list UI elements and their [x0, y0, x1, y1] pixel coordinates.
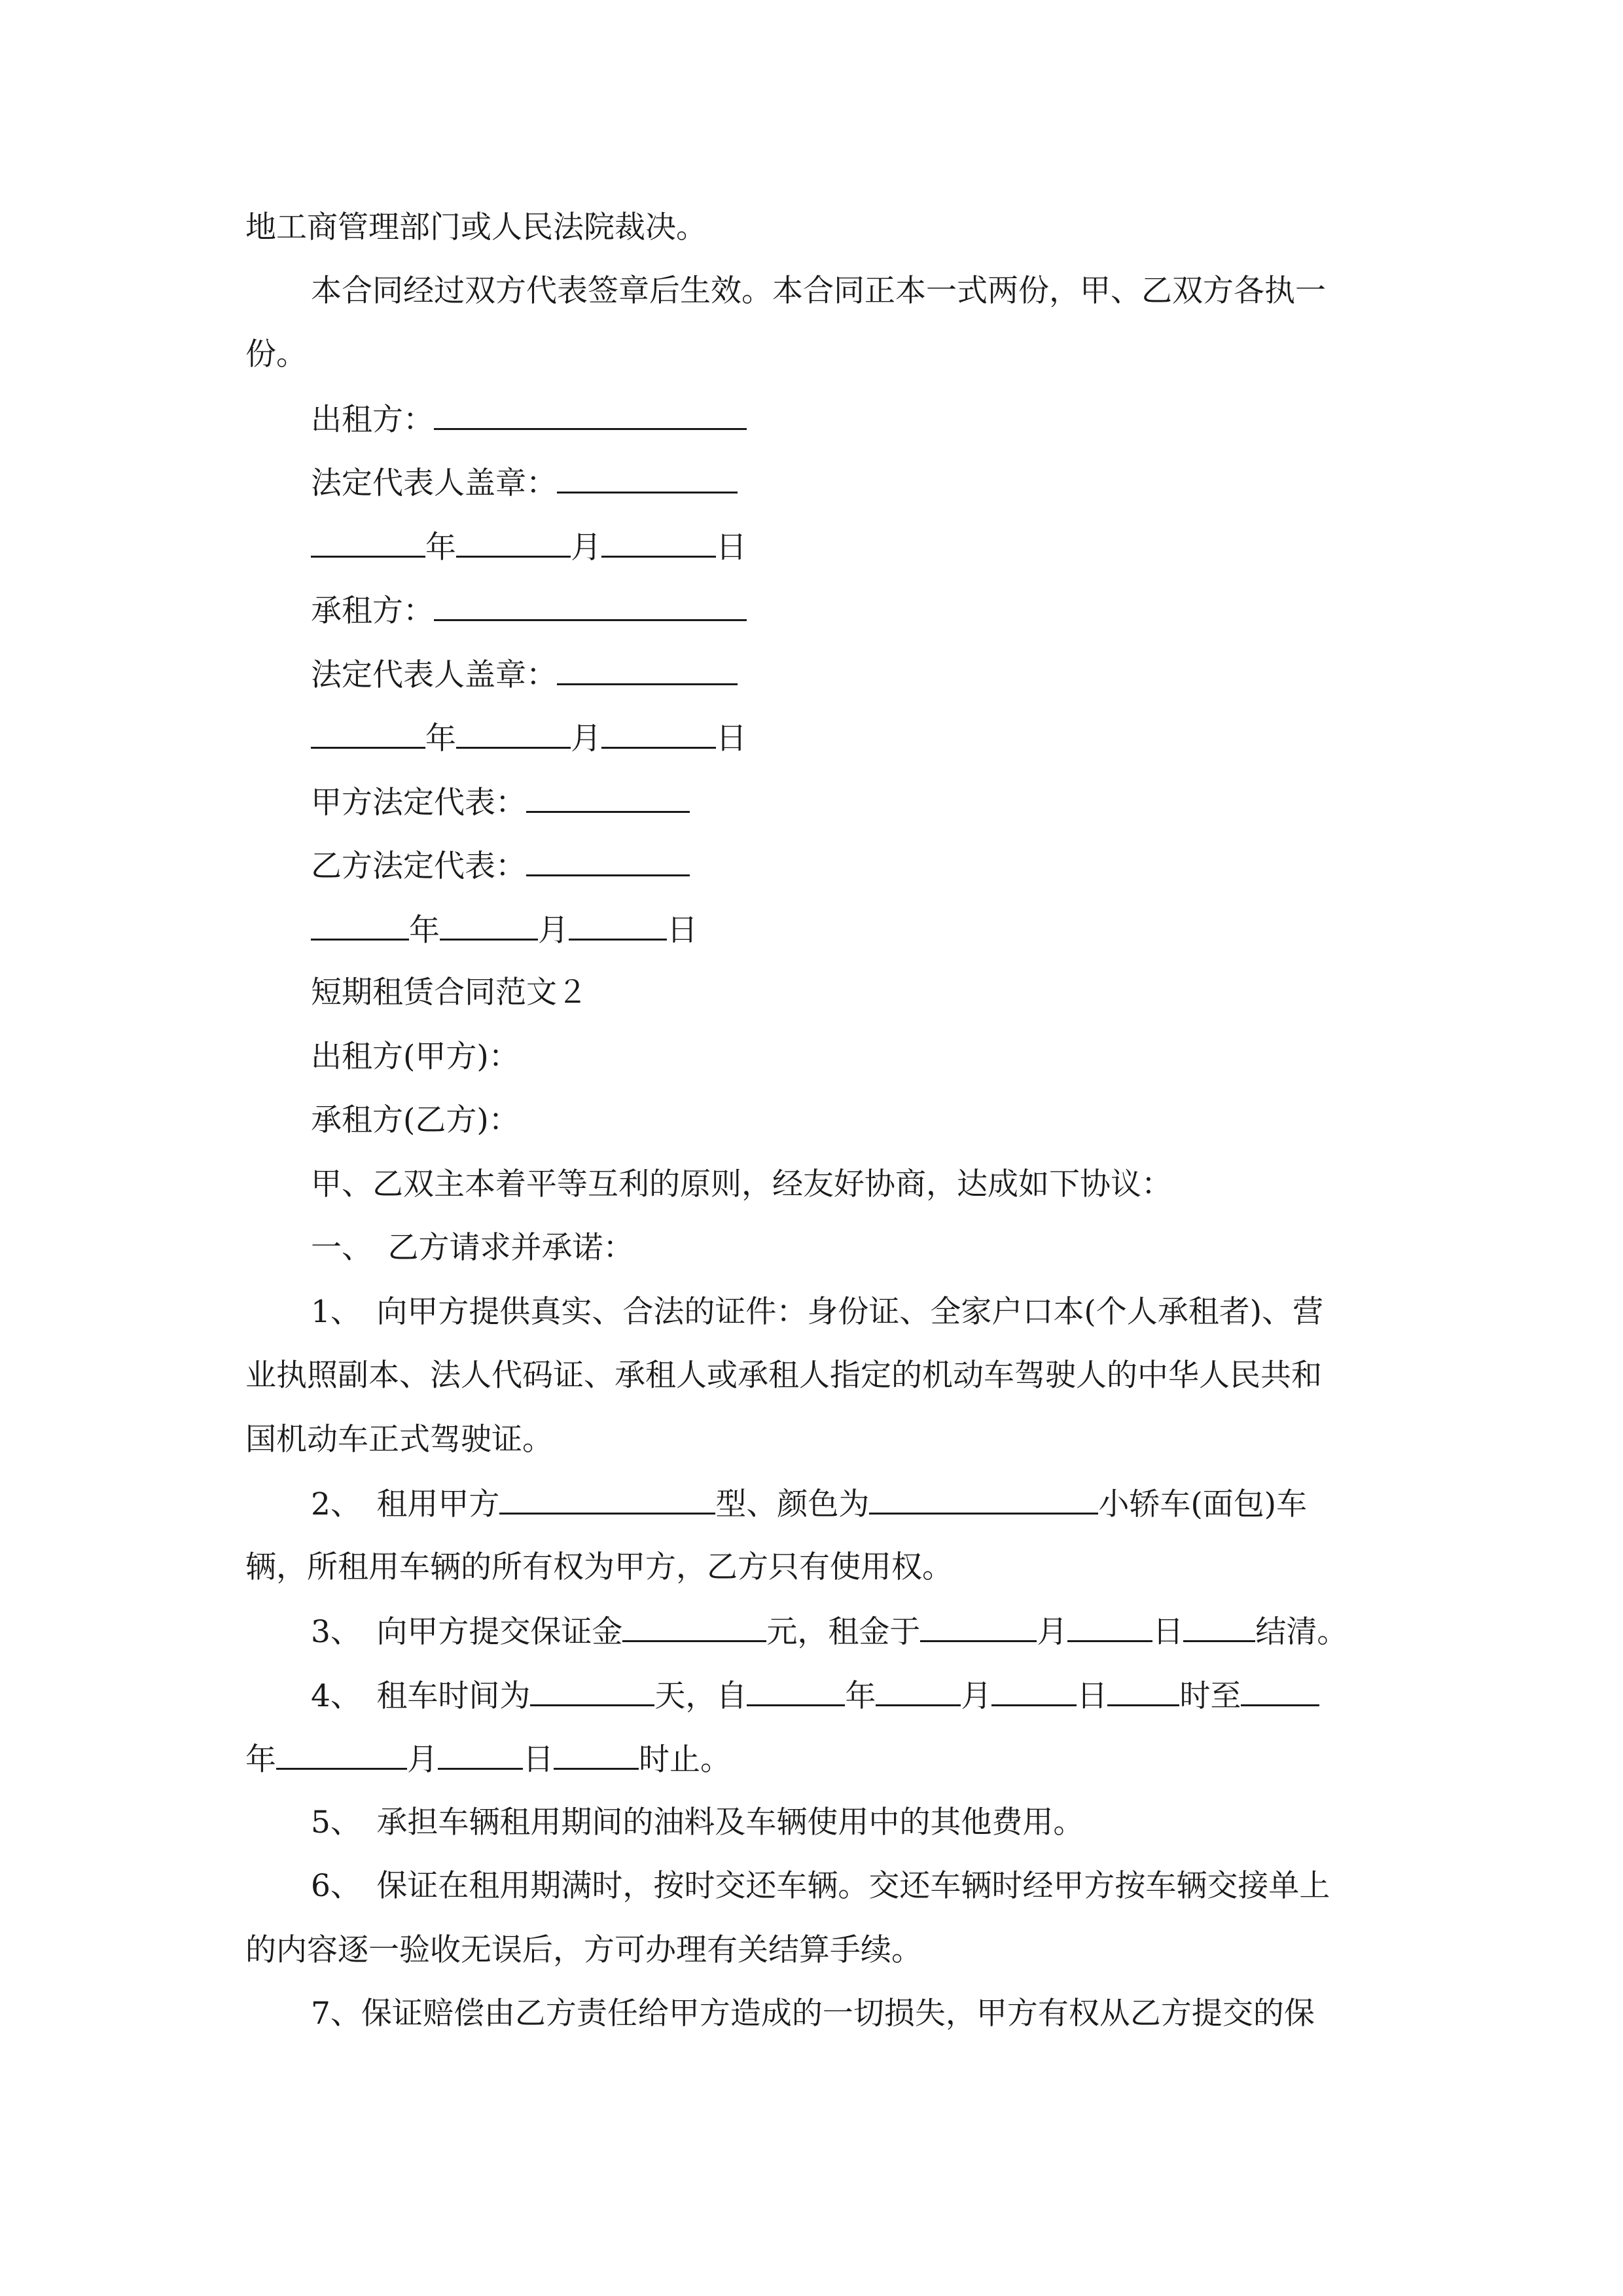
- blank-field: [554, 1739, 639, 1770]
- legal-seal-line: [311, 463, 738, 503]
- year-label: 年: [425, 721, 456, 757]
- blank-field: [1107, 1676, 1179, 1706]
- item-4-text: 时止。: [639, 1742, 731, 1778]
- day-label: 日: [667, 912, 698, 948]
- blank-field: [530, 1676, 654, 1706]
- blank-field: [569, 910, 667, 941]
- item-4-text: 时至: [1179, 1678, 1241, 1714]
- lessee-label: 承租方：: [311, 593, 434, 629]
- blank-field: [1241, 1676, 1319, 1706]
- item-4-text: 年: [845, 1678, 876, 1714]
- blank-field: [311, 718, 425, 749]
- item-4-text: 月: [961, 1678, 992, 1714]
- day-label: 日: [716, 721, 747, 757]
- item-1-line: 业执照副本、法人代码证、承租人或承租人指定的机动车驾驶人的中华人民共和: [245, 1357, 1322, 1393]
- blank-field: [601, 527, 716, 558]
- blank-field: [1067, 1611, 1152, 1642]
- item-2-line: [311, 1484, 1307, 1524]
- lessee-line: [311, 590, 747, 631]
- item-4-text: 天，自: [654, 1678, 747, 1714]
- month-label: 月: [571, 529, 601, 565]
- day-label: 日: [716, 529, 747, 565]
- lessor-party-a: 出租方(甲方)：: [311, 1039, 520, 1075]
- item-3-text: 结清。: [1255, 1614, 1348, 1650]
- party-b-rep-line: [311, 846, 690, 886]
- blank-field: [456, 718, 571, 749]
- blank-field: [747, 1676, 845, 1706]
- item-4-line: [245, 1739, 731, 1780]
- paragraph-line: 本合同经过双方代表签章后生效。本合同正本一式两份，甲、乙双方各执一: [311, 273, 1326, 309]
- blank-field: [438, 1739, 523, 1770]
- blank-field: [276, 1739, 407, 1770]
- paragraph-line: 份。: [245, 336, 307, 372]
- blank-field: [601, 718, 716, 749]
- item-3-text: 日: [1152, 1614, 1184, 1650]
- party-a-rep-line: [311, 782, 690, 823]
- legal-seal-line: [311, 655, 738, 695]
- paragraph-line: 地工商管理部门或人民法院裁决。: [245, 209, 707, 245]
- section-one-heading: 一、 乙方请求并承诺：: [311, 1230, 634, 1266]
- item-1-line: 国机动车正式驾驶证。: [245, 1422, 553, 1458]
- item-4-text: 日: [1077, 1678, 1108, 1714]
- blank-field: [1183, 1611, 1255, 1642]
- item-5-line: 5、 承担车辆租用期间的油料及车辆使用中的其他费用。: [311, 1804, 1084, 1840]
- blank-field: [557, 463, 738, 493]
- item-2-text: 小轿车(面包)车: [1098, 1486, 1308, 1522]
- lessee-party-b: 承租方(乙方)：: [311, 1102, 520, 1138]
- section-heading: 短期租赁合同范文２: [311, 975, 588, 1011]
- blank-field: [311, 527, 425, 558]
- party-b-rep-label: 乙方法定代表：: [311, 848, 526, 884]
- blank-field: [991, 1676, 1077, 1706]
- date-line: [311, 527, 747, 567]
- item-4-text: 4、 租车时间为: [311, 1678, 531, 1714]
- blank-field: [499, 1484, 715, 1515]
- item-3-text: 元，租金于: [766, 1614, 921, 1650]
- blank-field: [869, 1484, 1098, 1515]
- item-2-text: 型、颜色为: [715, 1486, 870, 1522]
- blank-field: [311, 910, 409, 941]
- item-6-line: 的内容逐一验收无误后，方可办理有关结算手续。: [245, 1932, 922, 1968]
- month-label: 月: [571, 721, 601, 757]
- year-label: 年: [409, 912, 440, 948]
- legal-seal-label: 法定代表人盖章：: [311, 465, 557, 501]
- party-a-rep-label: 甲方法定代表：: [311, 785, 526, 821]
- legal-seal-label: 法定代表人盖章：: [311, 657, 557, 693]
- blank-field: [557, 655, 738, 685]
- blank-field: [434, 399, 747, 430]
- blank-field: [526, 846, 690, 876]
- item-2-line: 辆，所租用车辆的所有权为甲方，乙方只有使用权。: [245, 1549, 953, 1585]
- item-1-line: 1、 向甲方提供真实、合法的证件：身份证、全家户口本(个人承租者)、营: [311, 1294, 1324, 1330]
- item-2-text: 2、 租用甲方: [311, 1486, 500, 1522]
- blank-field: [526, 782, 690, 813]
- blank-field: [434, 590, 747, 621]
- blank-field: [876, 1676, 961, 1706]
- item-3-text: 3、 向甲方提交保证金: [311, 1614, 623, 1650]
- blank-field: [456, 527, 571, 558]
- lessor-line: [311, 399, 747, 440]
- date-line: [311, 910, 698, 950]
- item-3-line: [311, 1611, 1347, 1652]
- year-label: 年: [425, 529, 456, 565]
- date-line: [311, 718, 747, 759]
- blank-field: [920, 1611, 1037, 1642]
- intro-paragraph: 甲、乙双主本着平等互利的原则，经友好协商，达成如下协议：: [311, 1166, 1172, 1202]
- month-label: 月: [538, 912, 569, 948]
- item-6-line: 6、 保证在租用期满时，按时交还车辆。交还车辆时经甲方按车辆交接单上: [311, 1868, 1330, 1904]
- blank-field: [440, 910, 538, 941]
- blank-field: [622, 1611, 766, 1642]
- item-7-line: 7、保证赔偿由乙方责任给甲方造成的一切损失，甲方有权从乙方提交的保: [311, 1996, 1315, 2032]
- item-4-text: 月: [407, 1742, 438, 1778]
- item-4-text: 年: [245, 1742, 276, 1778]
- item-4-text: 日: [523, 1742, 554, 1778]
- item-4-line: [311, 1676, 1319, 1716]
- lessor-label: 出租方：: [311, 402, 434, 438]
- item-3-text: 月: [1037, 1614, 1068, 1650]
